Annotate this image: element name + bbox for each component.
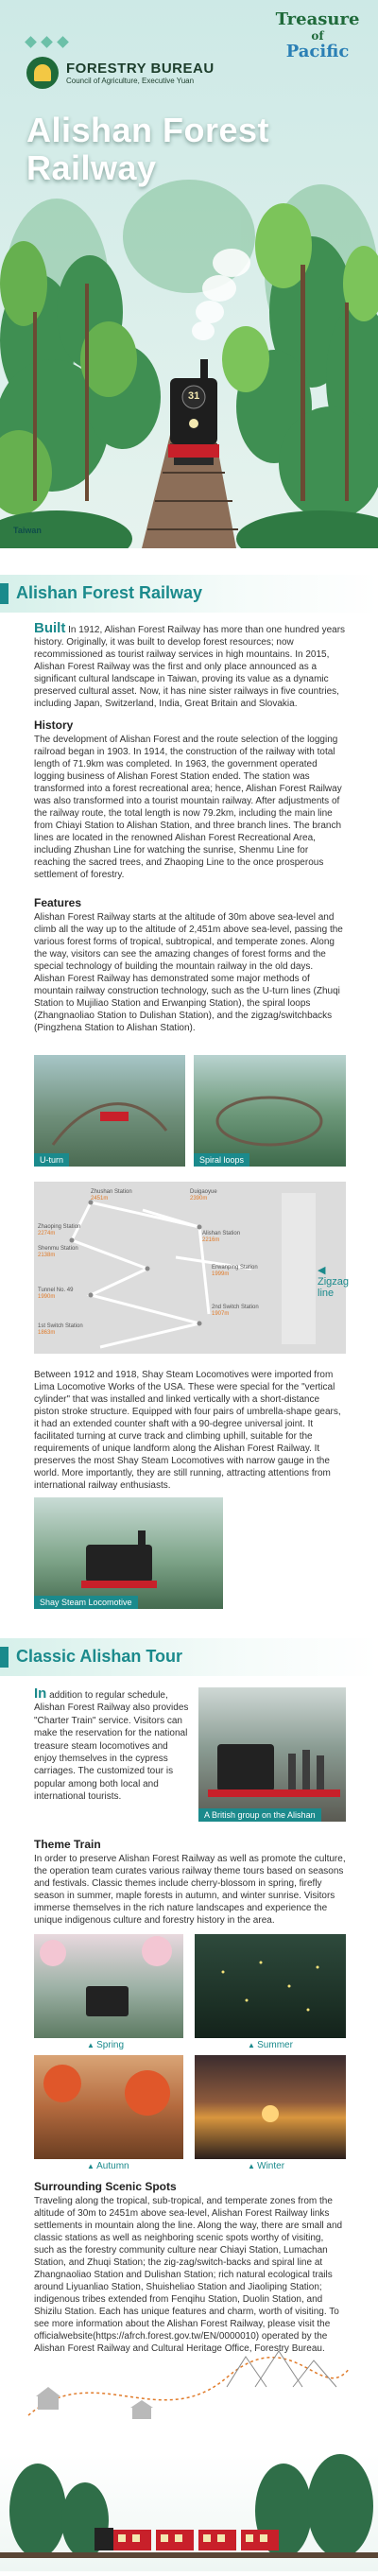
features-paragraph: Alishan Forest Railway starts at the altitude of 30m above sea-level and climb all the way up to the altitude of 2,451m above sea-level, passing the various forest forms of tropical, subtropical, and temperate zones. Along the way, visitors can see the amazing changes of forest forms and the special technology of building the mountain railway in the old days. Alishan Forest Railway has demonstrated some major methods of mountain railway construction technology, such as the U-turn lines (Zhuqi Station to Mujiliao Station and Erwanping Station), the spiral loops (Zhangnaoliao Station to Dulishan Station), and the zigzag/switchbacks (Pingzhena Station to Alishan Station). xyxy=(34,912,343,1033)
route-station: 1st Switch Station 1863m xyxy=(38,1323,83,1336)
zigzag-line-label: ◀ Zigzag line xyxy=(318,1265,350,1299)
charter-paragraph xyxy=(34,1687,193,1804)
taiwan-label: Taiwan xyxy=(13,526,42,535)
uturn-photo xyxy=(34,1055,185,1167)
section-heading-railway xyxy=(0,575,378,613)
autumn-label: ▲ Autumn xyxy=(87,2161,129,2171)
spiral-caption: Spiral loops xyxy=(194,1153,249,1167)
british-group-photo xyxy=(198,1687,346,1822)
shay-paragraph: Between 1912 and 1918, Shay Steam Locomotives were imported from Lima Locomotive Works of the USA. These were special for the "vertical cylinder" that was installed and linked vertically with a short-distance piston stroke structure. Equipped with four pairs of umbrella-shape gears, it had an extended counter shaft with a 90-degree universal joint. It facilitated turning at curve track and climbing uphill, suitable for the requirements of unique landform along the Alishan Forest Railway. It preserves the most Shay Steam Locomotives with narrow gauge in the world. More importantly, they are still running, attracting attentions from international railway enthusiasts. xyxy=(34,1370,341,1491)
scenic-spots-paragraph: Traveling along the tropical, sub-tropical, and temperate zones from the altitude of 30m to 2451m above sea-level, Alishan Forest Railway links settlements in mountain along the line. Along the way, there are small and classic stations as well as neighboring scenic spots worthy of visiting, such as the forestry community culture near Chiayi Station, Lumachan Station, and Zhuqi Station; the zig-zag/switch-backs and spiral line at Zhangnaoliao Station and Dulishan Station; rich natural ecological trails around Liyuanliao Station, Shuisheliao Station and Jiaoliping Station; indigenous tribes extended from Fenqihu Station, Duolin Station, and Shizilu Station. Each has unique features and charm, worth of visiting. To see more information about the Alishan Forest Railway, please visit the officialwebsite(https://afrch.forest.gov.tw/EN/0000010) operated by the Alishan Forest Railway and Cultural Heritage Office, Forestry Bureau. xyxy=(34,2196,343,2354)
shay-caption: Shay Steam Locomotive xyxy=(34,1596,138,1609)
spring-label: ▲ Spring xyxy=(87,2040,124,2050)
train-number: 31 xyxy=(188,390,200,402)
shay-locomotive-photo xyxy=(34,1497,223,1609)
spiral-photo xyxy=(194,1055,346,1167)
intro-text: addition to regular schedule, Alishan Forest Railway also provides "Charter Train" service. Visitors can make the reservation for the national treasure steam locomotives and enjoy themselves in the cypress carriages. The customized tour is popular among both local and international tourists. xyxy=(34,1690,189,1803)
history-heading: History xyxy=(34,718,74,732)
theme-train-heading: Theme Train xyxy=(34,1838,101,1851)
winter-label: ▲ Winter xyxy=(248,2161,284,2171)
built-lead: Built xyxy=(34,620,66,636)
built-paragraph xyxy=(34,622,346,710)
route-station: Zhaoping Station 2274m xyxy=(38,1224,81,1236)
summer-label: ▲ Summer xyxy=(248,2040,293,2050)
route-station: Shenmu Station 2138m xyxy=(38,1246,78,1258)
route-station: Alishan Station 2216m xyxy=(202,1231,241,1243)
decorative-diamonds xyxy=(26,38,67,46)
page-title: Alishan Forest Railway xyxy=(26,111,270,187)
autumn-photo xyxy=(34,2055,183,2159)
history-paragraph: The development of Alishan Forest and the route selection of the logging railroad began in 1903. In 1914, the construction of the railway with total length of 71.9km was completed. In 1963, the government operated logging business of Alishan Forest Station ended. The station was transformed into a forest recreational area; hence, Alishan Forest Railway was also transformed into a tourist mountain railway. After adjustments of the railway route, the total length is now 79.2km, including the main line from Chiayi Station to Alishan Station, and three branch lines. The branch lines are located in the renowned Alishan Forest Recreational Area, including Zhushan Line for watching the sunrise, Shenmu Line for reaching the sacred trees, and Zhaoping Line to the once prosperous settlement of forestry. xyxy=(34,735,342,880)
features-heading: Features xyxy=(34,896,82,909)
forestry-bureau-logo xyxy=(26,57,215,89)
scenic-spots-heading: Surrounding Scenic Spots xyxy=(34,2180,177,2193)
uturn-caption: U-turn xyxy=(34,1153,69,1167)
footer-band xyxy=(0,2454,378,2571)
forestry-emblem-icon xyxy=(26,57,59,89)
summer-photo xyxy=(195,1934,346,2038)
hero-banner xyxy=(0,0,378,548)
route-station: 2nd Switch Station 1907m xyxy=(212,1305,259,1317)
winter-photo xyxy=(195,2055,346,2159)
built-text: In 1912, Alishan Forest Railway has more than one hundred years history. Originally, it was built to develop forest resources; now recommissioned as tourist railway services in high mountains. In 2015, Alishan Forest Railway was the first and only place announced as a significant cultural landscape in Taiwan, proving its value as a dynamic preserved cultural asset. Now, it has nine sister railways in five countries, including Japan, Switzerland, India, Great Britain and Slovakia. xyxy=(34,625,346,709)
route-station: Zhushan Station 2451m xyxy=(91,1189,132,1202)
section-title: Classic Alishan Tour xyxy=(16,1647,183,1666)
zigzag-route-diagram xyxy=(34,1182,350,1354)
group-caption: A British group on the Alishan xyxy=(198,1808,321,1822)
route-station: Tunnel No. 49 1990m xyxy=(38,1288,74,1300)
org-subtitle: Council of Agriculture, Executive Yuan xyxy=(66,77,195,85)
spring-photo xyxy=(34,1934,183,2038)
route-map-illustration xyxy=(19,2340,359,2446)
section-heading-tour xyxy=(0,1638,378,1676)
intro-lead: In xyxy=(34,1686,47,1702)
org-name: FORESTRY BUREAU xyxy=(66,61,215,77)
section-title: Alishan Forest Railway xyxy=(16,583,203,602)
treasure-of-pacific-badge: Treasure of Pacific xyxy=(275,9,360,61)
route-station: Erwanping Station 1999m xyxy=(212,1265,258,1277)
theme-train-paragraph: In order to preserve Alishan Forest Railway as well as promote the culture, the operation team curates various railway theme tours based on seasons and festivals. Classic themes include cherry-blossom in spring, firefly season in summer, maple forests in autumn, and winter sunrise. Visitors immerse themselves in the rich nature landscapes and experience the unique indigenous culture and forestry history in the area. xyxy=(34,1854,346,1926)
route-station: Duigaoyue 2390m xyxy=(190,1189,217,1202)
